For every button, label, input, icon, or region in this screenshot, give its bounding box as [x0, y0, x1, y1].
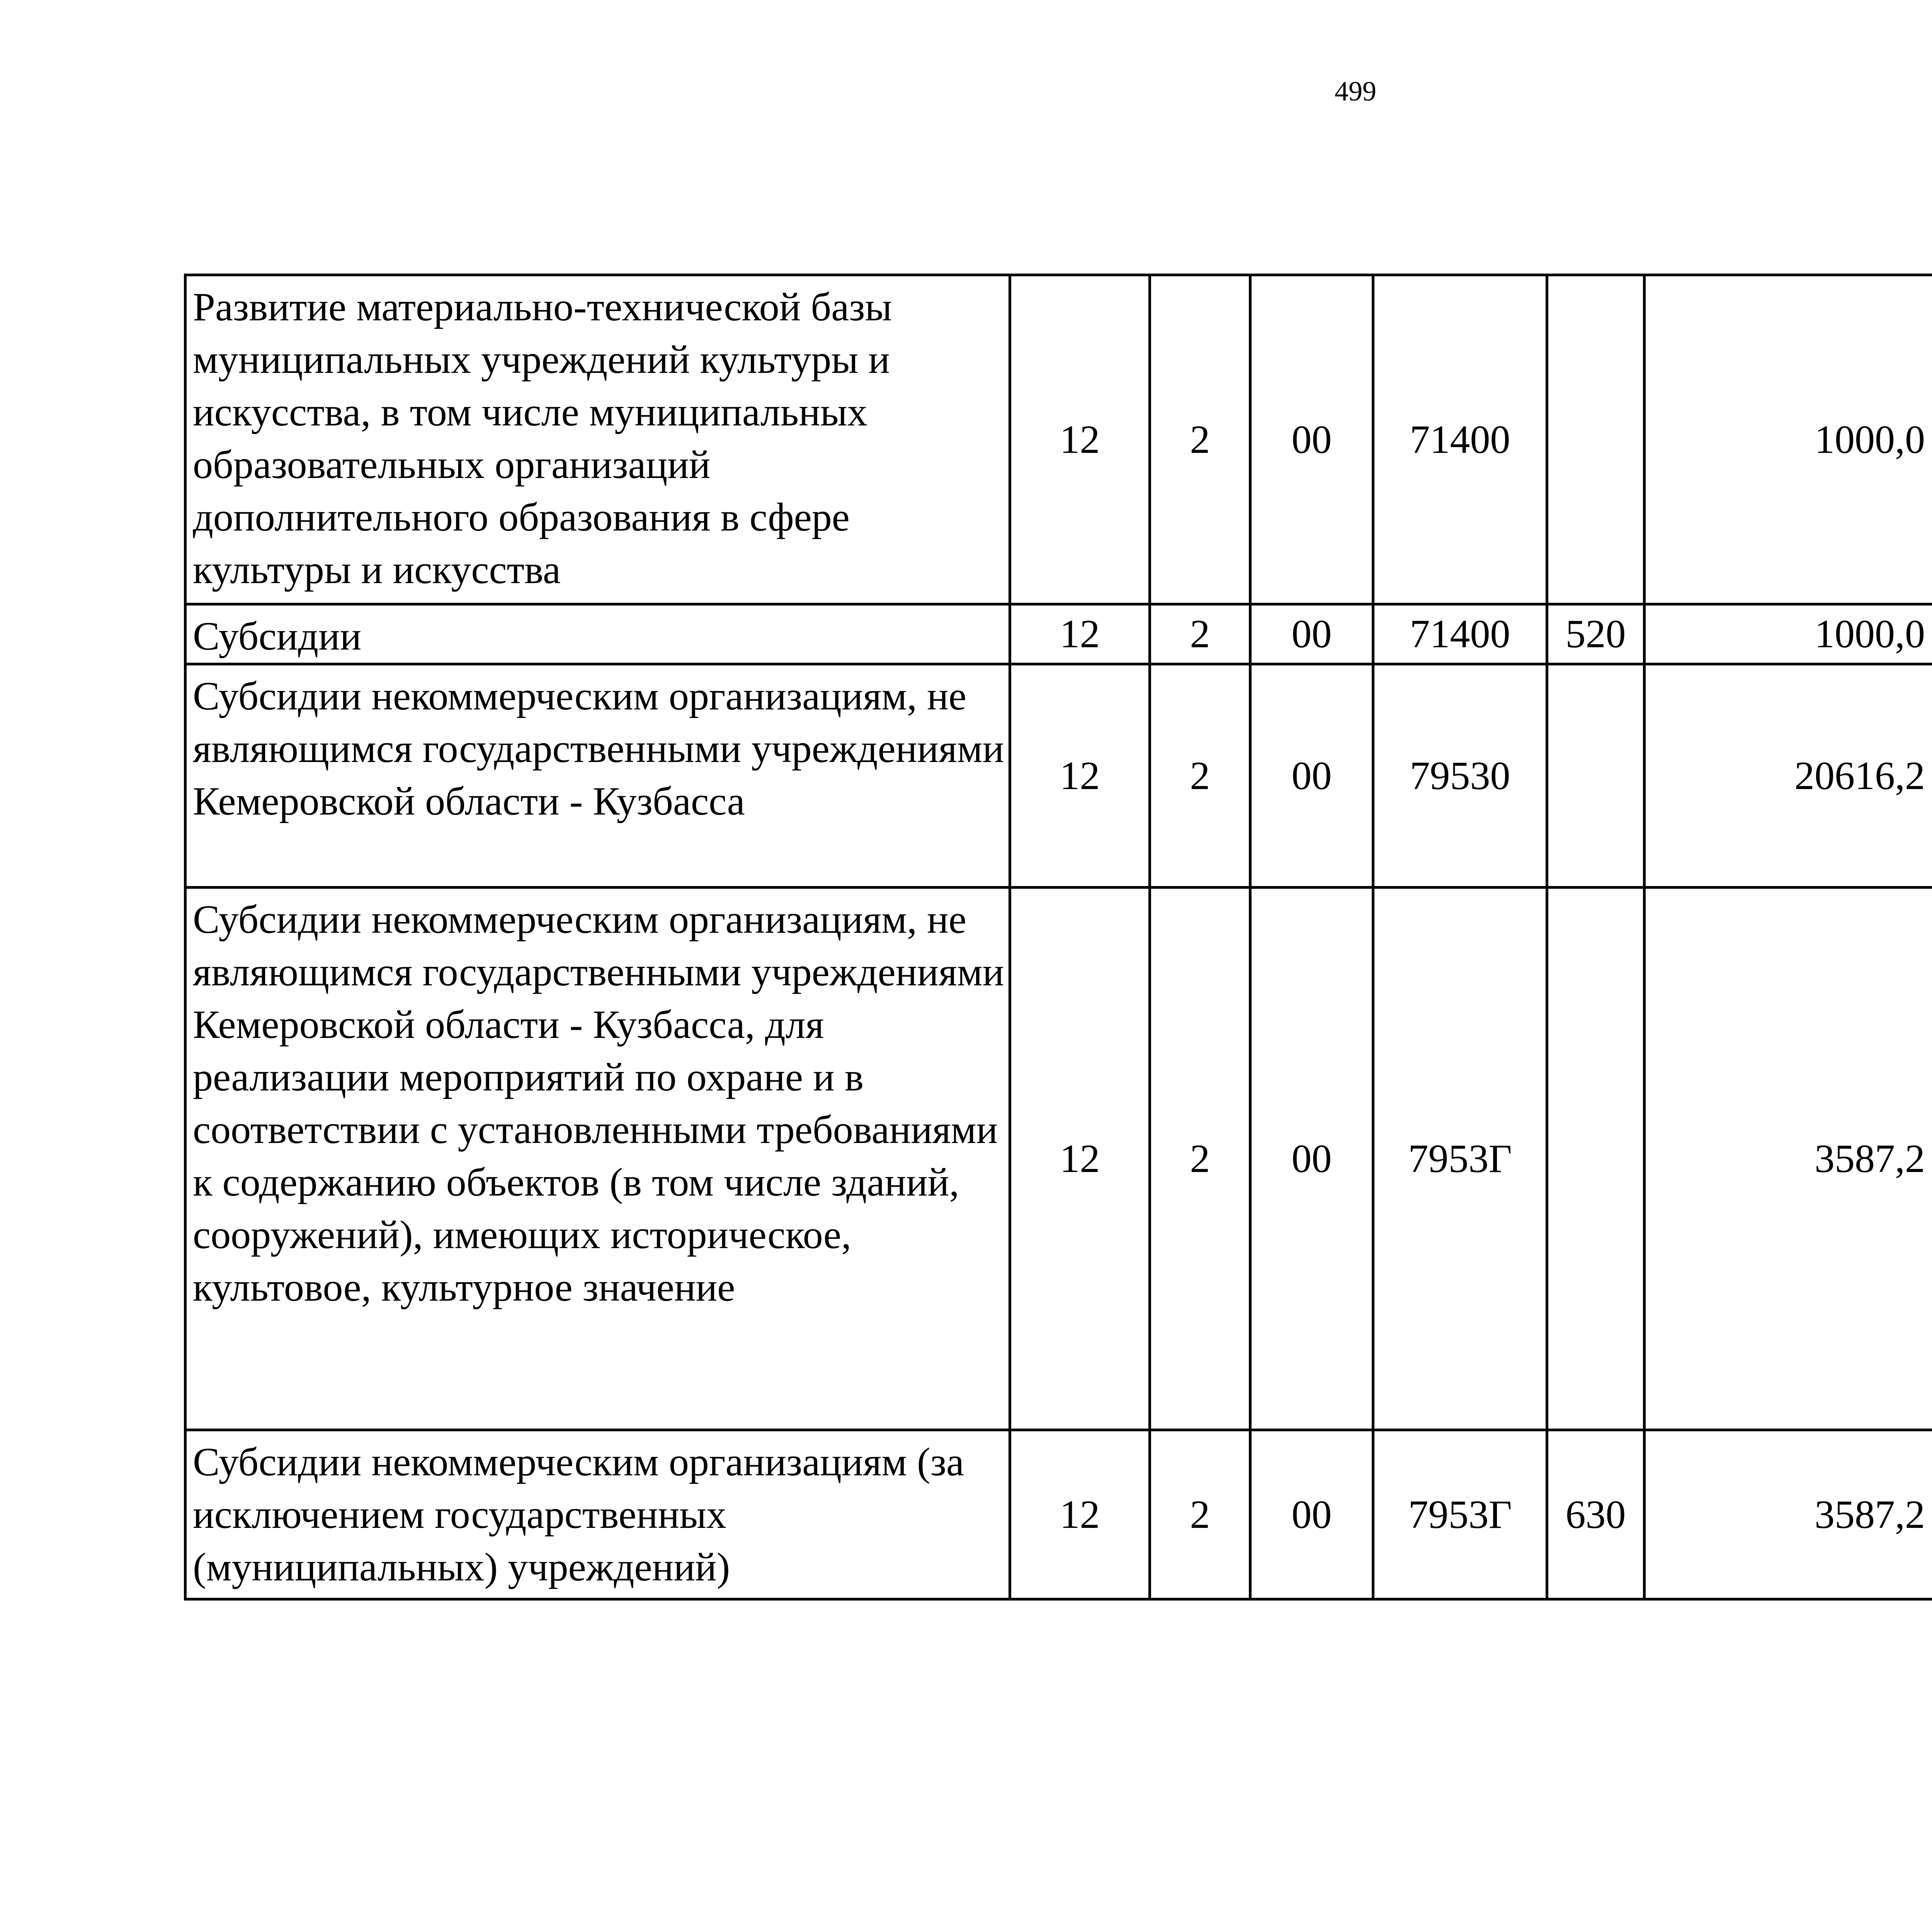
table-row [185, 604, 1932, 664]
program-cell: 00 [1250, 1430, 1373, 1599]
amount-year1-cell: 1000,0 [1645, 275, 1932, 604]
amount-year1-cell: 3587,2 [1645, 1430, 1932, 1599]
section-cell: 12 [1010, 888, 1150, 1430]
table-row [185, 664, 1932, 888]
subsection-cell: 2 [1150, 1430, 1250, 1599]
program-cell: 00 [1250, 604, 1373, 664]
subsection-cell: 2 [1150, 888, 1250, 1430]
section-cell: 12 [1010, 664, 1150, 888]
page-number: 499 [1335, 76, 1376, 107]
direction-cell: 7953Г [1373, 888, 1547, 1430]
row-name: Субсидии [185, 604, 1010, 664]
row-name: Развитие материально-технической базы муниципальных учреждений культуры и искусства, в том числе муниципальных образовательных организаций дополнительного образования в сфере культуры и искусства [185, 275, 1010, 604]
row-name: Субсидии некоммерческим организациям (за исключением государственных (муниципальных) учреждений) [185, 1430, 1010, 1599]
expense-type-cell [1547, 664, 1645, 888]
table-row [185, 275, 1932, 604]
row-name: Субсидии некоммерческим организациям, не являющимся государственными учреждениями Кемеровской области - Кузбасса [185, 664, 1010, 888]
subsection-cell: 2 [1150, 275, 1250, 604]
direction-cell: 71400 [1373, 604, 1547, 664]
amount-year1-cell: 20616,2 [1645, 664, 1932, 888]
direction-cell: 79530 [1373, 664, 1547, 888]
amount-year1-cell: 1000,0 [1645, 604, 1932, 664]
direction-cell: 71400 [1373, 275, 1547, 604]
section-cell: 12 [1010, 275, 1150, 604]
subsection-cell: 2 [1150, 604, 1250, 664]
table-row [185, 888, 1932, 1430]
expense-type-cell: 630 [1547, 1430, 1645, 1599]
expense-type-cell: 520 [1547, 604, 1645, 664]
program-cell: 00 [1250, 664, 1373, 888]
table-row [185, 1430, 1932, 1599]
program-cell: 00 [1250, 275, 1373, 604]
subsection-cell: 2 [1150, 664, 1250, 888]
amount-year1-cell: 3587,2 [1645, 888, 1932, 1430]
section-cell: 12 [1010, 1430, 1150, 1599]
expense-type-cell [1547, 888, 1645, 1430]
direction-cell: 7953Г [1373, 1430, 1547, 1599]
program-cell: 00 [1250, 888, 1373, 1430]
row-name: Субсидии некоммерческим организациям, не являющимся государственными учреждениями Кемеровской области - Кузбасса, для реализации мероприятий по охране и в соответствии с установленными требованиями к содержанию объектов (в том числе зданий, сооружений), имеющих историческое, культовое, культурное значение [185, 888, 1010, 1430]
expense-type-cell [1547, 275, 1645, 604]
budget-table [184, 274, 1932, 1601]
section-cell: 12 [1010, 604, 1150, 664]
